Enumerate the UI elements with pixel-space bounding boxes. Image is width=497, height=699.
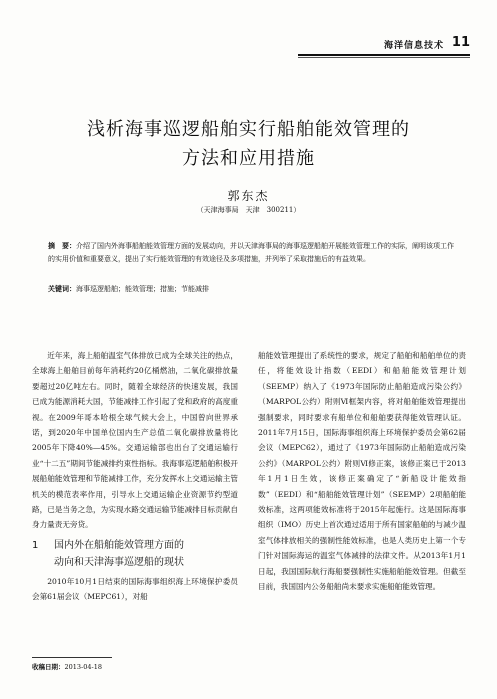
journal-name: 海洋信息技术 [383,41,444,51]
page-number: 11 [451,35,470,50]
title-line-2: 方法和应用措施 [182,148,315,169]
author-affiliation: （天津海事局 天津 300211） [196,206,301,214]
header-rule [298,54,470,56]
article-title [0,115,497,173]
received-date: 2013-04-18 [64,663,102,671]
section-heading-1 [32,537,238,571]
section-number: 1 [32,539,39,551]
abstract-label: 摘 要： [48,242,76,250]
section-title-line-2: 动向和天津海事巡逻船的现状 [54,556,184,568]
running-header [300,36,470,52]
body-paragraph: 近年来，海上船舶温室气体排放已成为全球关注的热点，全球海上船舶目前每年消耗约20亿桶燃油，二氧化碳排放量要超过20亿吨左右。同时，随着全球经济的快速发展，我国已成为能源消耗大国，节能减排工作引起了党和政府的高度重视。在2009年哥本哈根全球气候大会上，中国曾向世界承诺，到2020年中国单位国内生产总值二氧化碳排放量将比2005年下降40%—45%。交通运输部也出台了交通运输行业“十二五”期间节能减排约束性指标。我海事巡逻船舶积极开展船舶能效管理和节能减排工作，充分发挥水上交通运输主管机关的模范表率作用，引导水上交通运输企业资源节约型道路，已是当务之急，为实现水路交通运输节能减排目标贡献自身力量责无旁贷。 [32,351,238,530]
abstract [48,240,455,265]
body-column-left [32,348,238,605]
footnote [32,662,102,671]
body-column-right [258,348,466,595]
title-line-1: 浅析海事巡逻船舶实行船舶能效管理的 [87,119,410,140]
keywords [48,284,455,294]
body-paragraph: 2010年10月1日结束的国际海事组织海上环境保护委员会第61届会议（MEPC61），对船 [32,576,238,602]
keywords-text: 海事巡逻船舶；能效管理；措施；节能减排 [76,285,209,293]
header-rule-thin [298,57,470,58]
section-title-line-1: 国内外在船舶能效管理方面的 [54,539,184,551]
abstract-text: 介绍了国内外海事船舶能效管理方面的发展动向，并以天津海事局的海事巡逻船舶开展能效管理工作的实际，阐明该项工作的实用价值和重要意义，提出了实行能效管理的有效途径及多项措施，并列举了采取措施后的有益效果。 [48,242,454,263]
body-paragraph: 舶能效管理提出了系统性的要求，规定了船舶和船舶单位的责任，将能效设计指数（EEDI）和船舶能效管理计划（SEEMP）纳入了《1973年国际防止船舶造成污染公约》（MARPOL公约）附则Ⅵ框架内容，将对船舶能效管理提出强制要求，同时要求有船单位和船舶要获得能效管理认证。2011年7月15日，国际海事组织海上环境保护委员会第62届会议（MEPC62），通过了《1973年国际防止船舶造成污染公约》（MARPOL公约）附则Ⅵ修正案，该修正案已于2013年1月1日生效，该修正案确定了“新船设计能效指数”（EEDI）和“船舶能效管理计划”（SEEMP）2项船舶能效标准，这两项能效标准将于2015年起施行。这是国际海事组织（IMO）历史上首次通过适用于所有国家船舶的与减少温室气体排放相关的强制性能效标准，也是人类历史上第一个专门针对国际海运的温室气体减排的法律文件。从2013年1月1日起，我国国际航行海船要强制性实施船舶能效管理。但截至目前，我国国内公务船舶尚未要求实施船舶能效管理。 [258,351,466,592]
footnote-rule [32,657,112,658]
received-date-label: 收稿日期： [32,663,65,671]
author-name: 郭东杰 [227,189,270,203]
keywords-label: 关键词： [48,285,76,293]
